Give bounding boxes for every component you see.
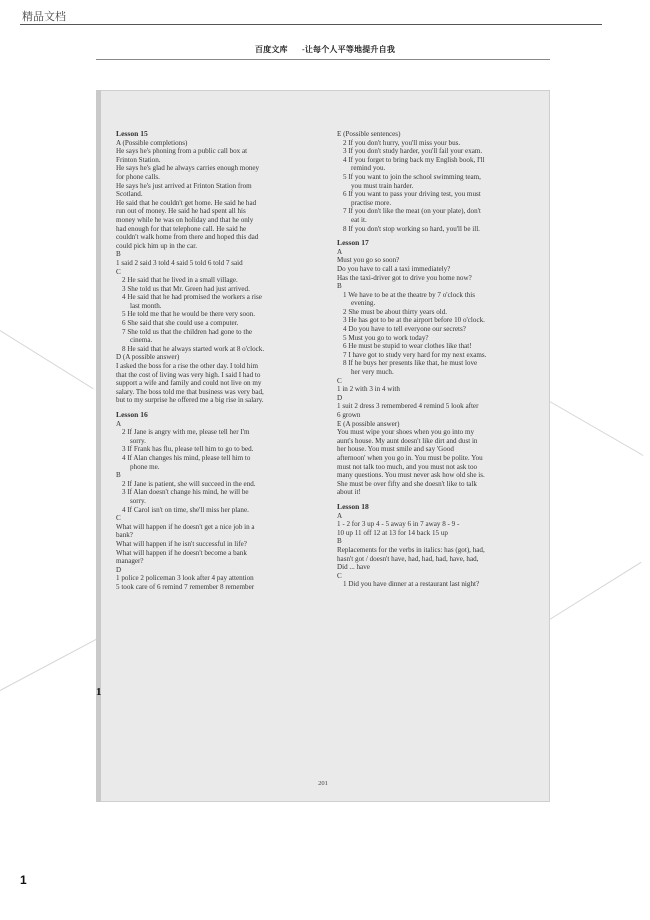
text-line: 10 up 11 off 12 at 13 for 14 back 15 up xyxy=(337,528,448,537)
text-line: 1 We have to be at the theatre by 7 o'clock this xyxy=(343,290,475,299)
text-line: 7 She told us that the children had gone to the xyxy=(122,327,253,336)
text-line: salary. The boss told me that business was very bad, xyxy=(116,387,264,396)
text-line: 3 If Frank has flu, please tell him to go to bed. xyxy=(122,445,254,454)
text-line: sorry. xyxy=(130,436,146,445)
text-line: A xyxy=(337,247,343,256)
text-line: support a wife and family and could not live on my xyxy=(116,379,262,388)
text-line: What will happen if he doesn't get a nice job in a xyxy=(116,522,255,531)
text-line: Did ... have xyxy=(337,563,370,572)
text-line: money while he was on holiday and that he only xyxy=(116,215,254,224)
text-line: 5 Must you go to work today? xyxy=(343,333,429,342)
decorative-diagonal-line xyxy=(548,562,642,621)
text-line: 4 He said that he had promised the workers a rise xyxy=(122,293,262,302)
text-line: She must be over fifty and she doesn't like to talk xyxy=(337,479,477,488)
margin-mark: 1 xyxy=(96,686,102,698)
text-line: 4 Do you have to tell everyone our secrets? xyxy=(343,325,466,334)
text-line: afternoon' when you go in. You must be polite. You xyxy=(337,453,483,462)
text-line: remind you. xyxy=(351,164,386,173)
text-line: C xyxy=(337,376,342,385)
text-line: D xyxy=(337,393,343,402)
document-watermark-label: 精品文档 xyxy=(22,11,66,23)
text-line: C xyxy=(116,514,121,523)
document-subheader xyxy=(0,44,650,55)
text-line: could pick him up in the car. xyxy=(116,241,197,250)
text-line: 1 - 2 for 3 up 4 - 5 away 6 in 7 away 8 - 9 - xyxy=(337,520,460,529)
text-line: I asked the boss for a rise the other day. I told him xyxy=(116,362,258,371)
lesson-heading: Lesson 15 xyxy=(116,130,148,138)
text-line: 6 If you want to pass your driving test, you must xyxy=(343,190,481,199)
header-rule xyxy=(20,24,602,25)
text-line: He said that he couldn't get home. He said he had xyxy=(116,198,257,207)
text-line: about it! xyxy=(337,488,361,497)
text-line: 2 She must be about thirty years old. xyxy=(343,307,448,316)
text-line: What will happen if he isn't successful in life? xyxy=(116,539,247,548)
scanned-textbook-page xyxy=(96,90,550,802)
text-line: C xyxy=(337,571,342,580)
text-line: aunt's house. My aunt doesn't like dirt and dust in xyxy=(337,436,478,445)
text-line: He says he's just arrived at Frinton Station from xyxy=(116,181,252,190)
text-line: 2 If Jane is angry with me, please tell her I'm xyxy=(122,428,250,437)
text-line: He says he's glad he always carries enough money xyxy=(116,164,260,173)
text-line: 3 If Alan doesn't change his mind, he will be xyxy=(122,488,249,497)
text-line: her house. You must smile and say 'Good xyxy=(337,445,454,454)
text-line: 5 He told me that he would be there very soon. xyxy=(122,310,255,319)
lesson-heading: Lesson 18 xyxy=(337,502,369,511)
text-line: 7 I have got to study very hard for my next exams. xyxy=(343,350,487,359)
text-line: 3 She told us that Mr. Green had just arrived. xyxy=(122,284,250,293)
text-line: Frinton Station. xyxy=(116,155,161,164)
text-line: What will happen if he doesn't become a bank xyxy=(116,548,247,557)
text-line: 4 If you forget to bring back my English book, I'll xyxy=(343,155,485,164)
text-line: many questions. You must never ask how old she is. xyxy=(337,471,485,480)
lesson-heading: Lesson 17 xyxy=(337,239,369,248)
right-text-column xyxy=(337,130,547,589)
text-line: 2 If Jane is patient, she will succeed in the end. xyxy=(122,479,256,488)
text-line: cinema. xyxy=(130,336,153,345)
text-line: sorry. xyxy=(130,496,146,505)
text-line: 8 If you don't stop working so hard, you'll be ill. xyxy=(343,224,480,233)
text-line: you must train harder. xyxy=(351,181,414,190)
scan-page-number: 201 xyxy=(318,780,328,787)
text-line: Has the taxi-driver got to drive you home now? xyxy=(337,273,472,282)
text-line: her very much. xyxy=(351,368,394,377)
text-line: 6 He must be stupid to wear clothes like that! xyxy=(343,342,472,351)
text-line: You must wipe your shoes when you go into my xyxy=(337,428,475,437)
text-line: 2 He said that he lived in a small village. xyxy=(122,276,238,285)
text-line: must not talk too much, and you must not ask too xyxy=(337,462,478,471)
text-line: but to my surprise he offered me a big rise in salary. xyxy=(116,396,264,405)
slogan-label: -让每个人平等地提升自我 xyxy=(301,45,396,54)
text-line: practise more. xyxy=(351,198,392,207)
source-label: 百度文库 xyxy=(254,45,288,54)
text-line: 3 If you don't study harder, you'll fail your exam. xyxy=(343,147,483,156)
footer-page-number: 1 xyxy=(20,873,27,887)
text-line: last month. xyxy=(130,301,162,310)
text-line: E (A possible answer) xyxy=(337,419,400,428)
decorative-diagonal-line xyxy=(548,400,644,456)
text-line: Replacements for the verbs in italics: has (got), had, xyxy=(337,545,485,554)
text-line: B xyxy=(337,282,342,291)
text-line: evening. xyxy=(351,299,376,308)
text-line: 4 If Alan changes his mind, please tell him to xyxy=(122,453,251,462)
text-line: 4 If Carol isn't on time, she'll miss her plane. xyxy=(122,505,249,514)
text-line: Scotland. xyxy=(116,190,143,199)
text-line: eat it. xyxy=(351,215,367,224)
text-line: that the cost of living was very high. I said I had to xyxy=(116,370,261,379)
decorative-diagonal-line xyxy=(0,634,106,691)
text-line: B xyxy=(337,537,342,546)
text-line: C xyxy=(116,267,121,276)
decorative-diagonal-line xyxy=(0,330,94,389)
subheader-rule xyxy=(96,59,550,60)
text-line: 1 in 2 with 3 in 4 with xyxy=(337,385,400,394)
text-line: 2 If you don't hurry, you'll miss your bus. xyxy=(343,138,461,147)
text-line: D xyxy=(116,565,122,574)
text-line: He says he's phoning from a public call box at xyxy=(116,147,248,156)
text-line: phone me. xyxy=(130,462,160,471)
text-line: run out of money. He said he had spent all his xyxy=(116,207,246,216)
text-line: D (A possible answer) xyxy=(116,353,180,362)
text-line: 3 He has got to be at the airport before 10 o'clock. xyxy=(343,316,485,325)
left-text-column xyxy=(116,130,327,591)
text-line: 1 said 2 said 3 told 4 said 5 told 6 told 7 said xyxy=(116,258,243,267)
text-line: 5 If you want to join the school swimming team, xyxy=(343,172,481,181)
text-line: 8 If he buys her presents like that, he must love xyxy=(343,359,478,368)
text-line: B xyxy=(116,250,121,259)
text-line: 1 suit 2 dress 3 remembered 4 remind 5 look after xyxy=(337,402,479,411)
text-line: 1 police 2 policeman 3 look after 4 pay attention xyxy=(116,574,254,583)
text-line: 8 He said that he always started work at 8 o'clock. xyxy=(122,344,265,353)
text-line: Must you go so soon? xyxy=(337,256,400,265)
text-line: bank? xyxy=(116,531,133,540)
lesson-heading: Lesson 16 xyxy=(116,411,148,419)
text-line: 1 Did you have dinner at a restaurant last night? xyxy=(343,580,480,589)
text-line: had enough for that telephone call. He said he xyxy=(116,224,247,233)
text-line: 5 took care of 6 remind 7 remember 8 remember xyxy=(116,582,255,591)
text-line: A xyxy=(337,511,343,520)
text-line: hasn't got / doesn't have, had, had, had, have, had, xyxy=(337,554,479,563)
text-line: B xyxy=(116,471,121,480)
text-line: A xyxy=(116,419,122,428)
text-line: A (Possible completions) xyxy=(116,138,188,147)
text-line: couldn't walk home from there and hoped this dad xyxy=(116,233,259,242)
text-line: E (Possible sentences) xyxy=(337,130,401,138)
text-line: 6 She said that she could use a computer. xyxy=(122,319,239,328)
text-line: manager? xyxy=(116,557,144,566)
text-line: 6 grown xyxy=(337,411,361,419)
text-line: Do you have to call a taxi immediately? xyxy=(337,264,451,273)
text-line: 7 If you don't like the meat (on your plate), don't xyxy=(343,207,481,216)
text-line: for phone calls. xyxy=(116,172,160,181)
